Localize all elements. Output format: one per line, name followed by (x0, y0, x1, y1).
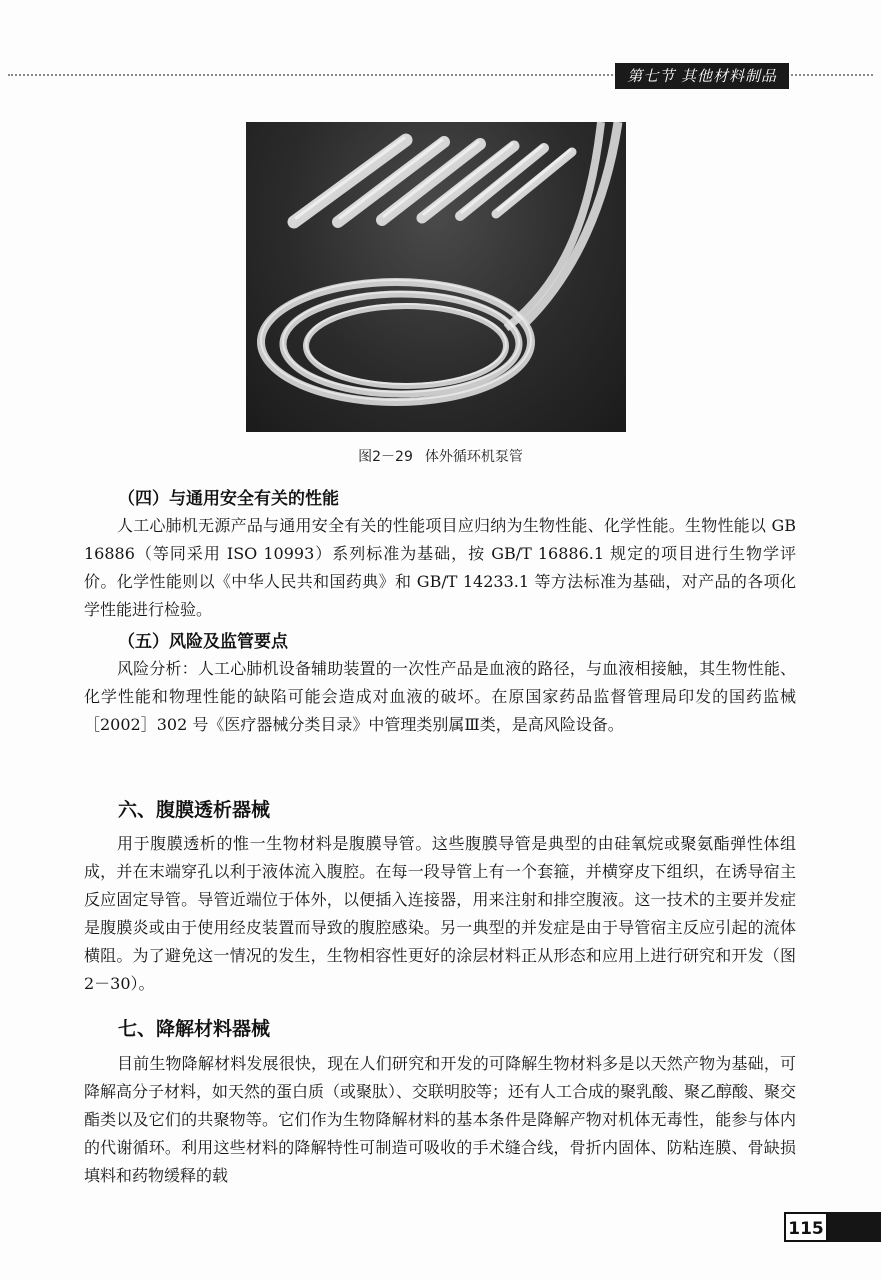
heading-safety-performance: （四）与通用安全有关的性能 (118, 489, 339, 509)
page-number-bar (828, 1212, 881, 1242)
figure-title: 体外循环机泵管 (424, 449, 523, 465)
figure-caption (0, 446, 881, 466)
heading-degradable-materials: 七、降解材料器械 (118, 1018, 271, 1040)
heading-risk-regulation: （五）风险及监管要点 (118, 632, 288, 652)
figure-photo (246, 122, 626, 432)
paragraph-risk-regulation: 风险分析：人工心肺机设备辅助装置的一次性产品是血液的路径，与血液相接触，其生物性能、化学性能和物理性能的缺陷可能会造成对血液的破坏。在原国家药品监督管理局印发的国药监械［2002］302 号《医疗器械分类目录》中管理类别属Ⅲ类，是高风险设备。 (84, 659, 796, 734)
running-header: 第七节 其他材料制品 (615, 63, 789, 89)
paragraph-degradable-materials: 目前生物降解材料发展很快，现在人们研究和开发的可降解生物材料多是以天然产物为基础，可降解高分子材料，如天然的蛋白质（或聚肽）、交联明胶等；还有人工合成的聚乳酸、聚乙醇酸、聚交酯类以及它们的共聚物等。它们作为生物降解材料的基本条件是降解产物对机体无毒性，能参与体内的代谢循环。利用这些材料的降解特性可制造可吸收的手术缝合线，骨折内固体、防粘连膜、骨缺损填料和药物缓释的载 (84, 1054, 797, 1185)
page-number: 115 (784, 1212, 828, 1242)
paragraph-peritoneal-dialysis: 用于腹膜透析的惟一生物材料是腹膜导管。这些腹膜导管是典型的由硅氧烷或聚氨酯弹性体组成，并在末端穿孔以利于液体流入腹腔。在每一段导管上有一个套箍，并横穿皮下组织，在诱导宿主反应固定导管。导管近端位于体外，以便插入连接器，用来注射和排空腹液。这一技术的主要并发症是腹膜炎或由于使用经皮装置而导致的腹腔感染。另一典型的并发症是由于导管宿主反应引起的流体横阻。为了避免这一情况的发生，生物相容性更好的涂层材料正从形态和应用上进行研究和开发（图2－30）。 (84, 834, 796, 993)
figure-number: 图2－29 (358, 449, 413, 465)
pump-tubing-image (246, 122, 626, 432)
heading-peritoneal-dialysis: 六、腹膜透析器械 (118, 799, 271, 821)
paragraph-safety-performance: 人工心肺机无源产品与通用安全有关的性能项目应归纳为生物性能、化学性能。生物性能以 GB 16886（等同采用 ISO 10993）系列标准为基础，按 GB/T 16886.1 规定的项目进行生物学评价。化学性能则以《中华人民共和国药典》和 GB/T 14233.1 等方法标准为基础，对产品的各项化学性能进行检验。 (84, 516, 796, 619)
